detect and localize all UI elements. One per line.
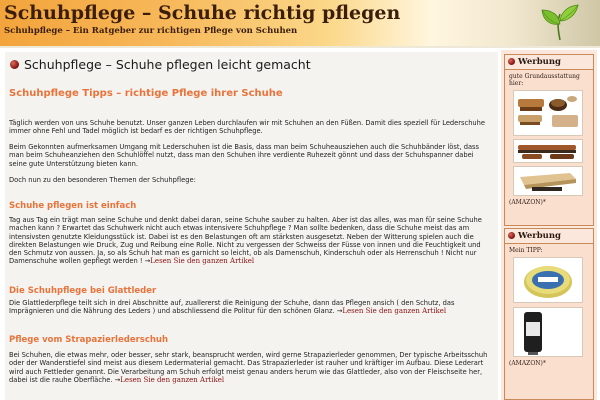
main-content (5, 52, 498, 400)
read-more-link[interactable]: Lesen Sie den ganzen Artikel (150, 257, 255, 266)
shoe-cream-tin-image[interactable] (513, 257, 583, 303)
ad-box (504, 54, 594, 226)
article-text-body: Die Glattlederpflege teilt sich in drei Abschnitte auf, zuallererst die Reinigung der Schuhe, dann das Pflegen ansich ( den Schutz, das Imprägnieren und die Nährung des Leders ) und abschliessend die Politur für den schönen Glanz. (9, 299, 455, 316)
read-more-link[interactable]: Lesen Sie den ganzen Artikel (342, 307, 447, 316)
ad-box-header (505, 55, 593, 70)
brush-set-image[interactable] (513, 139, 583, 163)
ad-box-title: Werbung (518, 57, 561, 67)
intro-paragraph-3: Doch nun zu den besonderen Themen der Schuhpflege: (9, 176, 196, 184)
article-text-body: Tag aus Tag ein trägt man seine Schuhe und denkt dabei daran, seine Schuhe sauber zu halten. Aber ist das alles, was man für seine Schuhe machen kann ? Erwartet das Schuhwerk nicht auch etwas intensivere Schuhpflege ? Man sollte bedenken, dass die Schuhe meist das am intensivsten genutzte Kleidungsstück ist. Dabei ist es den Belastungen oft am stärksten ausgesetzt. Neben der Witterung spielen auch die direkten Belastungen wie Druck, Zug und Reibung eine Rolle. Nicht zu vergessen der Schweiss der Füsse von innen und die Feuchtigkeit und den Schmutz von aussen. Ja, so als Schuh hat man es garnicht so leicht, ob als Damenschuh, Kinderschuh oder als Herrenschuh ! Nicht nur Damenschuhe wollen gepflegt werden ! (9, 216, 482, 266)
arrow-icon: → (114, 375, 121, 384)
ad-source[interactable]: (AMAZON)* (509, 199, 546, 206)
read-more-link[interactable]: Lesen Sie den ganzen Artikel (120, 375, 225, 384)
ad-box-header (505, 229, 593, 244)
red-ball-icon (508, 58, 515, 65)
shoe-care-kit-image[interactable] (513, 90, 583, 136)
site-header (0, 0, 600, 46)
site-title[interactable]: Schuhpflege – Schuhe richtig pflegen (4, 2, 401, 24)
intro-paragraph-2: Beim Gekonnten aufmerksamen Umgang mit Lederschuhen ist die Basis, dass man beim Schuheausziehen auch die Schuhbänder löst, dass man beim Schuheanziehen den Schuhlöffel nutzt, dass man den Schuhen ihre verdiente Ruhezeit gönnt und dass der Schuhspanner dabei seine gute Unterstützung bieten kann. (9, 143, 480, 168)
article-text-body: Bei Schuhen, die etwas mehr, oder besser, sehr stark, beansprucht werden, wird gerne Strapazierleder genommen, Der typische Arbeitsschuh oder der Wanderstiefel sind meist aus diesem Ledermaterial gemacht. Das Strapazierleder ist rauher und kräftiger im Aufbau. Diese Lederart wird auch Fettleder genannt. Die Verarbeitung am Schuh erfolgt meist genau anders herum wie das Glattleder, also von der Fleischseite her, dabei ist die rauhe Oberfläche. (9, 351, 488, 384)
header-divider (0, 46, 600, 48)
arrow-icon: → (336, 307, 343, 316)
shoe-brush-image[interactable] (513, 166, 583, 196)
sidebar (501, 50, 597, 400)
ad-box-title: Werbung (518, 231, 561, 241)
ad-box (504, 228, 594, 400)
intro-paragraph-1: Täglich werden von uns Schuhe benutzt. Unser ganzen Leben durchlaufen wir mit Schuhen an den Füßen. Damit dies speziell für Lederschuhe immer ohne Fehl und Tadel möglich ist bedarf es der richtigen Schuhpflege. (9, 119, 486, 136)
leather-cream-tube-image[interactable] (513, 307, 583, 357)
article-title-schuhe-pflegen[interactable]: Schuhe pflegen ist einfach (9, 201, 137, 211)
article-title-glattleder[interactable]: Die Schuhpflege bei Glattleder (9, 286, 157, 296)
article-text (9, 216, 493, 266)
red-ball-icon (508, 232, 515, 239)
tipps-heading: Schuhpflege Tipps – richtige Pflege ihrer Schuhe (9, 88, 283, 99)
page-heading: Schuhpflege – Schuhe pflegen leicht gemacht (24, 57, 311, 72)
leaves-logo-icon (540, 4, 580, 42)
ad-box-caption: gute Grundausstattung hier: (509, 73, 580, 87)
arrow-icon: → (144, 257, 151, 266)
article-title-strapazierleder[interactable]: Pflege vom Strapazierlederschuh (9, 335, 169, 345)
article-text (9, 299, 493, 316)
ad-box-caption: Mein TIPP: (509, 247, 543, 254)
article-text (9, 351, 493, 384)
page-heading-row (10, 54, 311, 73)
site-subtitle: Schuhpflege – Ein Ratgeber zur richtigen Pflege von Schuhen (4, 26, 298, 36)
ad-source[interactable]: (AMAZON)* (509, 360, 546, 367)
red-ball-icon (10, 60, 19, 69)
